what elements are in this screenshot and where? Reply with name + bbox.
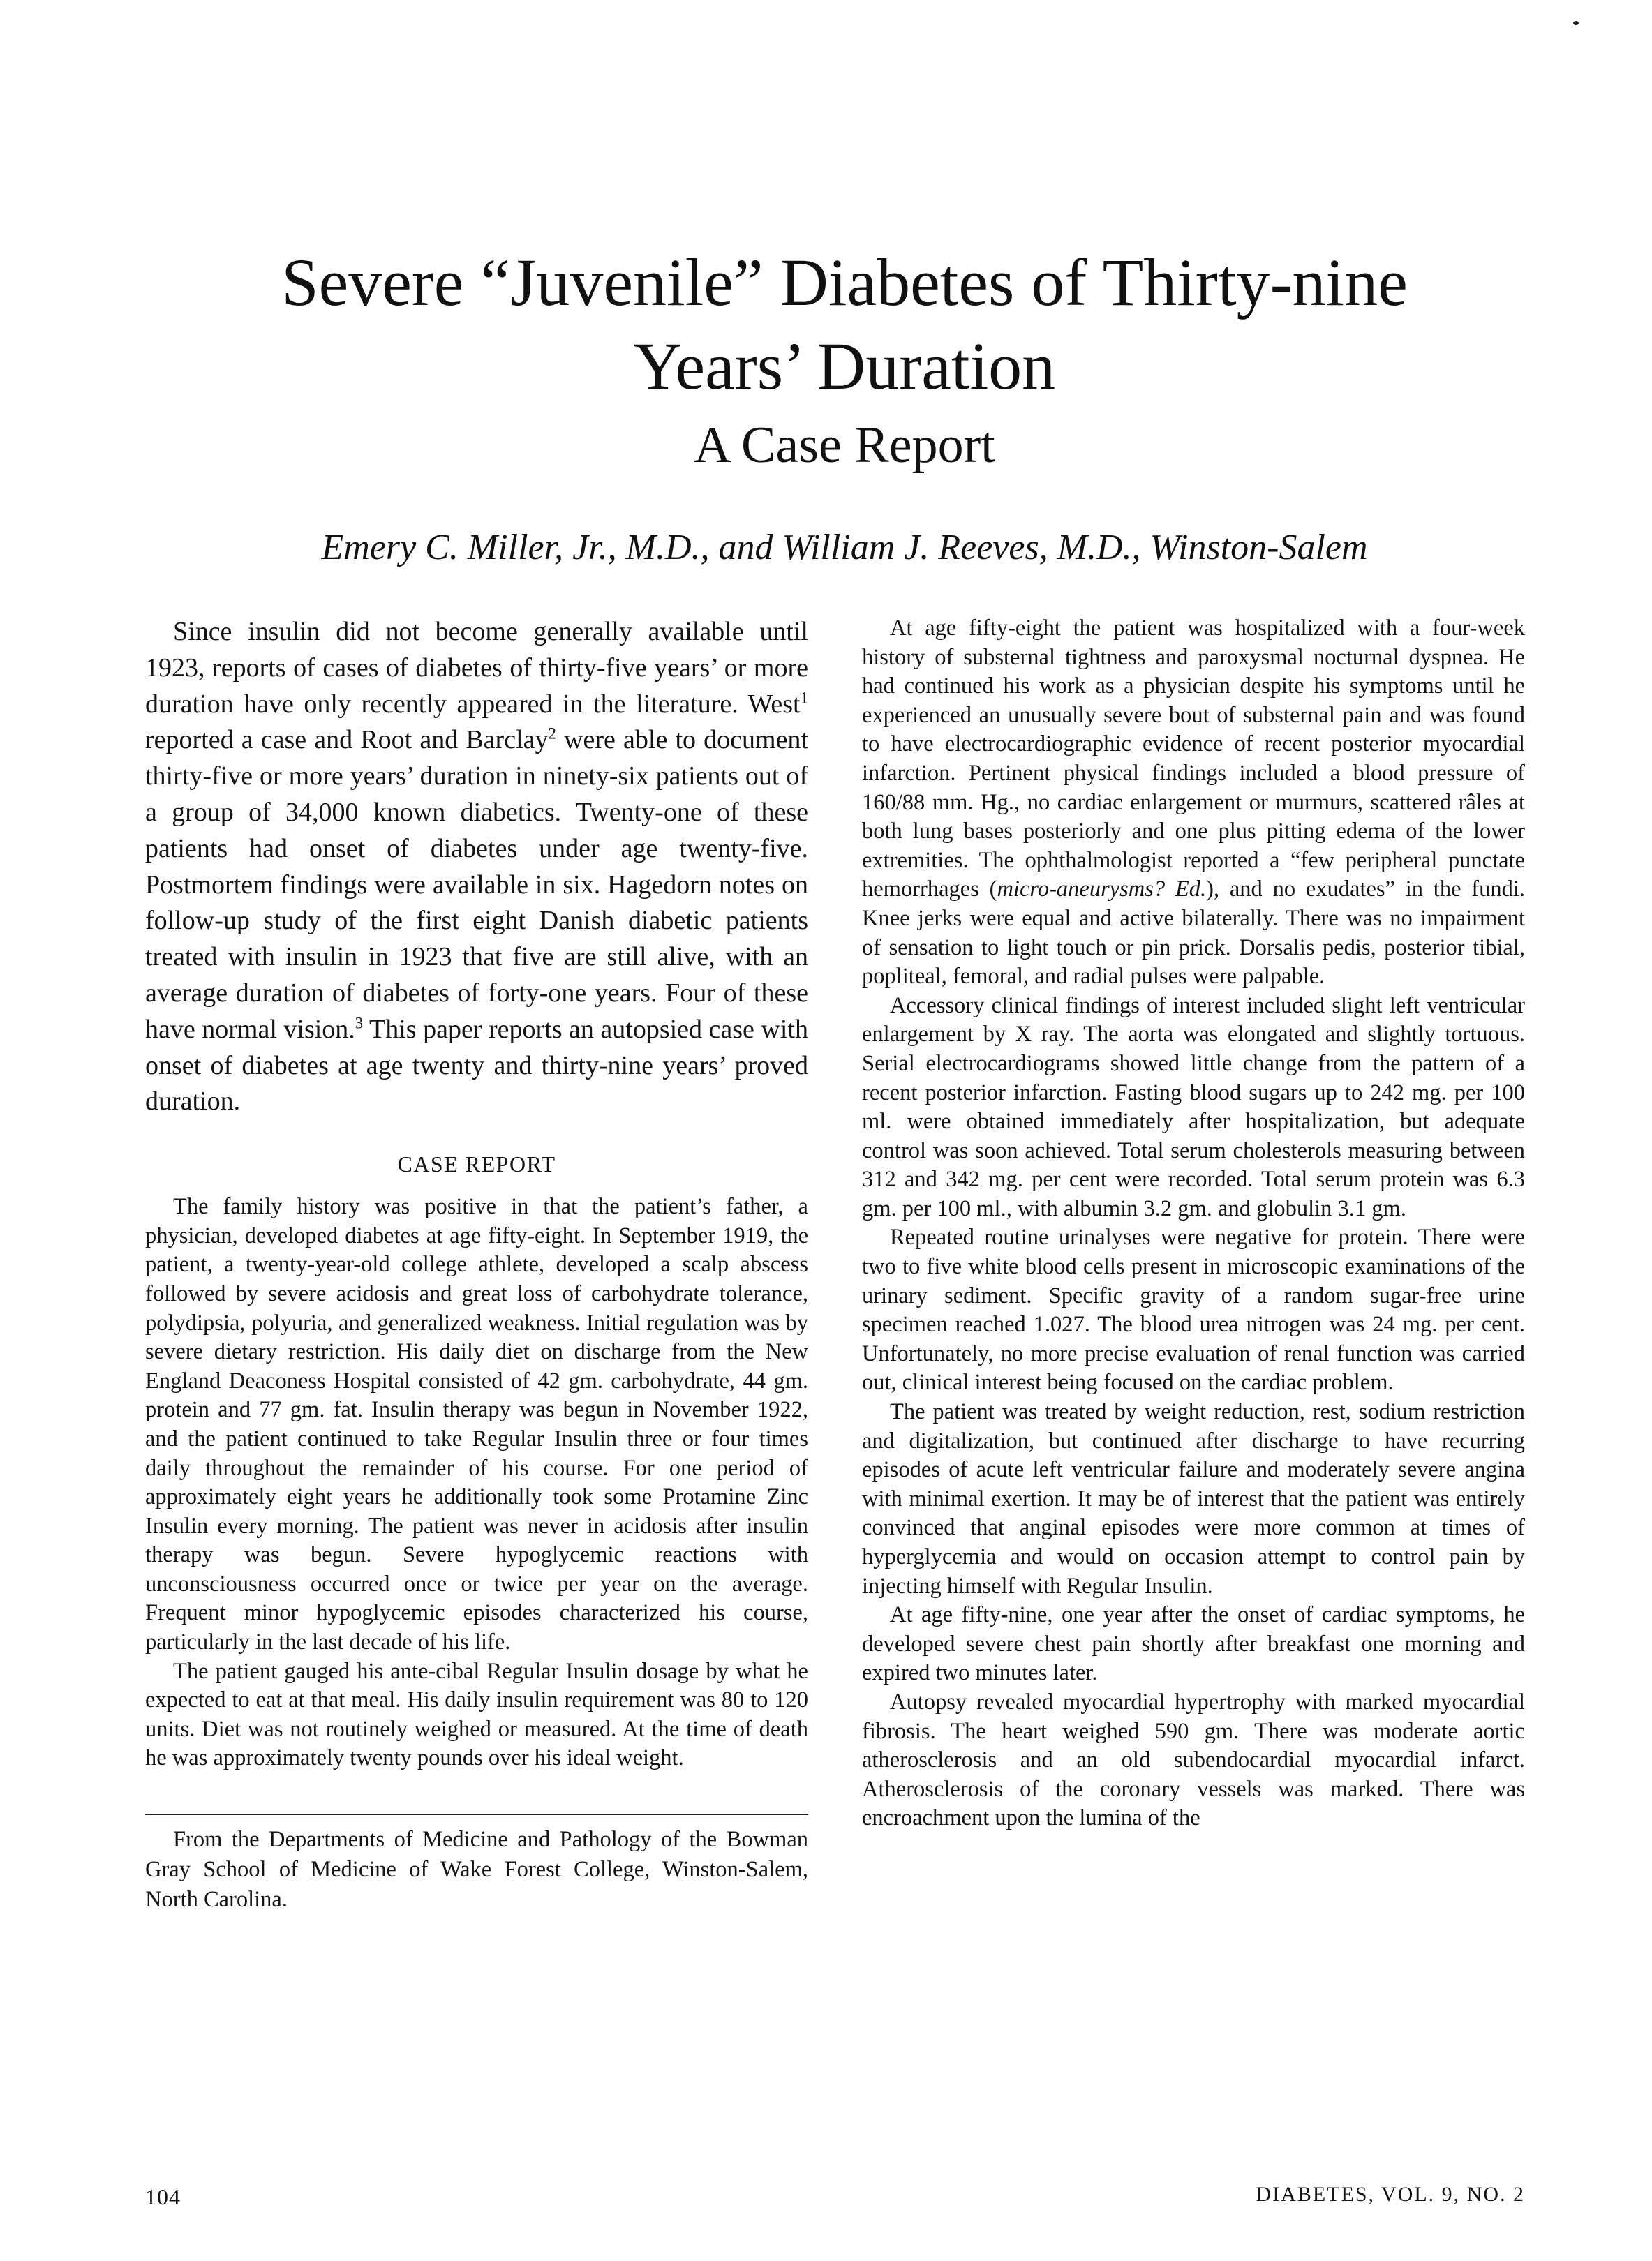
hospitalization-text-1: At age fifty-eight the patient was hospitalized with a four-week history of substernal tightness and paroxysmal nocturnal dyspnea. He had continued his work as a physician despite his symptoms until he experienced an unusually severe bout of substernal pain and was found to have electrocardiographic evidence of recent posterior myocardial infarction. Pertinent physical findings included a blood pressure of 160/88 mm. Hg., no cardiac enlargement or murmurs, scattered râles at both lung bases posteriorly and one plus pitting edema of the lower extremities. The ophthalmologist reported a “few peripheral punctate hemorrhages (: [862, 615, 1525, 902]
reference-marker-3: 3: [355, 1014, 364, 1032]
page-number: 104: [145, 2184, 181, 2209]
article-title-line-1: Severe “Juvenile” Diabetes of Thirty-nine: [281, 245, 1408, 320]
death-paragraph: At age fifty-nine, one year after the onset of cardiac symptoms, he developed severe chest pain shortly after breakfast one morning and expired two minutes later.: [862, 1602, 1525, 1686]
case-report-paragraph-1: The family history was positive in that the patient’s father, a physician, developed diabetes at age fifty-eight. In September 1919, the patient, a twenty-year-old college athlete, developed a scalp abscess followed by severe acidosis and great loss of carbohydrate tolerance, polydipsia, polyuria, and generalized weakness. Initial regulation was by severe dietary restriction. His daily diet on discharge from the New England Deaconess Hospital consisted of 42 gm. carbohydrate, 44 gm. protein and 77 gm. fat. Insulin therapy was begun in November 1922, and the patient continued to take Regular Insulin three or four times daily throughout the remainder of his course. For one period of approximately eight years he additionally took some Protamine Zinc Insulin every morning. The patient was never in acidosis after insulin therapy was begun. Severe hypoglycemic reactions with unconsciousness occurred once or twice per year on the average. Frequent minor hypoglycemic episodes characterized his course, particularly in the last decade of his life.: [145, 1194, 808, 1655]
intro-paragraph: [145, 614, 808, 1120]
footnote-divider: [145, 1814, 808, 1815]
intro-text-1: Since insulin did not become generally available until 1923, reports of cases of diabetes of thirty-five years’ or more duration have only recently appeared in the literature. West: [145, 617, 808, 719]
journal-reference: DIABETES, VOL. 9, NO. 2: [1256, 2183, 1525, 2206]
hospitalization-paragraph: [862, 614, 1525, 992]
hospitalization-text-2: ), and no exudates” in the fundi. Knee jerks were equal and active bilaterally. There was no impairment of sensation to light touch or pin prick. Dorsalis pedis, posterior tibial, popliteal, femoral, and radial pulses were palpable.: [862, 876, 1525, 990]
treatment-paragraph: The patient was treated by weight reduction, rest, sodium restriction and digitalization, but continued after discharge to have recurring episodes of acute left ventricular failure and moderately severe angina with minimal exertion. It may be of interest that the patient was entirely convinced that anginal episodes were more common at times of hyperglycemia and would on occasion attempt to control pain by injecting himself with Regular Insulin.: [862, 1399, 1525, 1599]
affiliation-footnote: From the Departments of Medicine and Pathology of the Bowman Gray School of Medicine of Wake Forest College, Winston-Salem, North Carolina.: [145, 1827, 808, 1913]
scan-speck: [1573, 21, 1579, 25]
reference-marker-1: 1: [800, 688, 808, 706]
article-subtitle: A Case Report: [694, 417, 995, 474]
intro-text-2: reported a case and Root and Barclay: [145, 725, 549, 755]
case-report-paragraph-2: The patient gauged his ante-cibal Regular Insulin dosage by what he expected to eat at that meal. His daily insulin requirement was 80 to 120 units. Diet was not routinely weighed or measured. At the time of death he was approximately twenty pounds over his ideal weight.: [145, 1658, 808, 1771]
author-line: Emery C. Miller, Jr., M.D., and William J. Reeves, M.D., Winston-Salem: [321, 528, 1368, 567]
article-title-line-2: Years’ Duration: [633, 329, 1056, 403]
right-column: [862, 614, 1525, 1833]
left-column: [145, 614, 808, 1915]
autopsy-paragraph: Autopsy revealed myocardial hypertrophy with marked myocardial fibrosis. The heart weighed 590 gm. There was moderate aortic atherosclerosis and an old subendocardial myocardial infarct. Atherosclerosis of the coronary vessels was marked. There was encroachment upon the lumina of the: [862, 1689, 1525, 1831]
editor-note: micro-aneurysms? Ed.: [997, 876, 1207, 902]
intro-text-4: This paper reports an autopsied case with onset of diabetes at age twenty and thirty-nine years’ proved duration.: [145, 1014, 808, 1117]
intro-text-3: were able to document thirty-five or more years’ duration in ninety-six patients out of a group of 34,000 known diabetics. Twenty-one of these patients had onset of diabetes under age twenty-five. Postmortem findings were available in six. Hagedorn notes on follow-up study of the first eight Danish diabetic patients treated with insulin in 1923 that five are still alive, with an average duration of diabetes of forty-one years. Four of these have normal vision.: [145, 725, 808, 1044]
case-report-heading: CASE REPORT: [397, 1151, 556, 1177]
article-title: [112, 241, 1577, 408]
urinalysis-paragraph: Repeated routine urinalyses were negative for protein. There were two to five white blood cells present in microscopic examinations of the urinary sediment. Specific gravity of a random sugar-free urine specimen reached 1.027. The blood urea nitrogen was 24 mg. per cent. Unfortunately, no more precise evaluation of renal function was carried out, clinical interest being focused on the cardiac problem.: [862, 1225, 1525, 1396]
clinical-findings-paragraph: Accessory clinical findings of interest included slight left ventricular enlargement by X ray. The aorta was elongated and slightly tortuous. Serial electrocardiograms showed little change from the pattern of a recent posterior infarction. Fasting blood sugars up to 242 mg. per 100 ml. were obtained immediately after hospitalization, but adequate control was soon achieved. Total serum cholesterols measuring between 312 and 342 mg. per cent were recorded. Total serum protein was 6.3 gm. per 100 ml., with albumin 3.2 gm. and globulin 3.1 gm.: [862, 992, 1525, 1221]
reference-marker-2: 2: [548, 724, 556, 743]
